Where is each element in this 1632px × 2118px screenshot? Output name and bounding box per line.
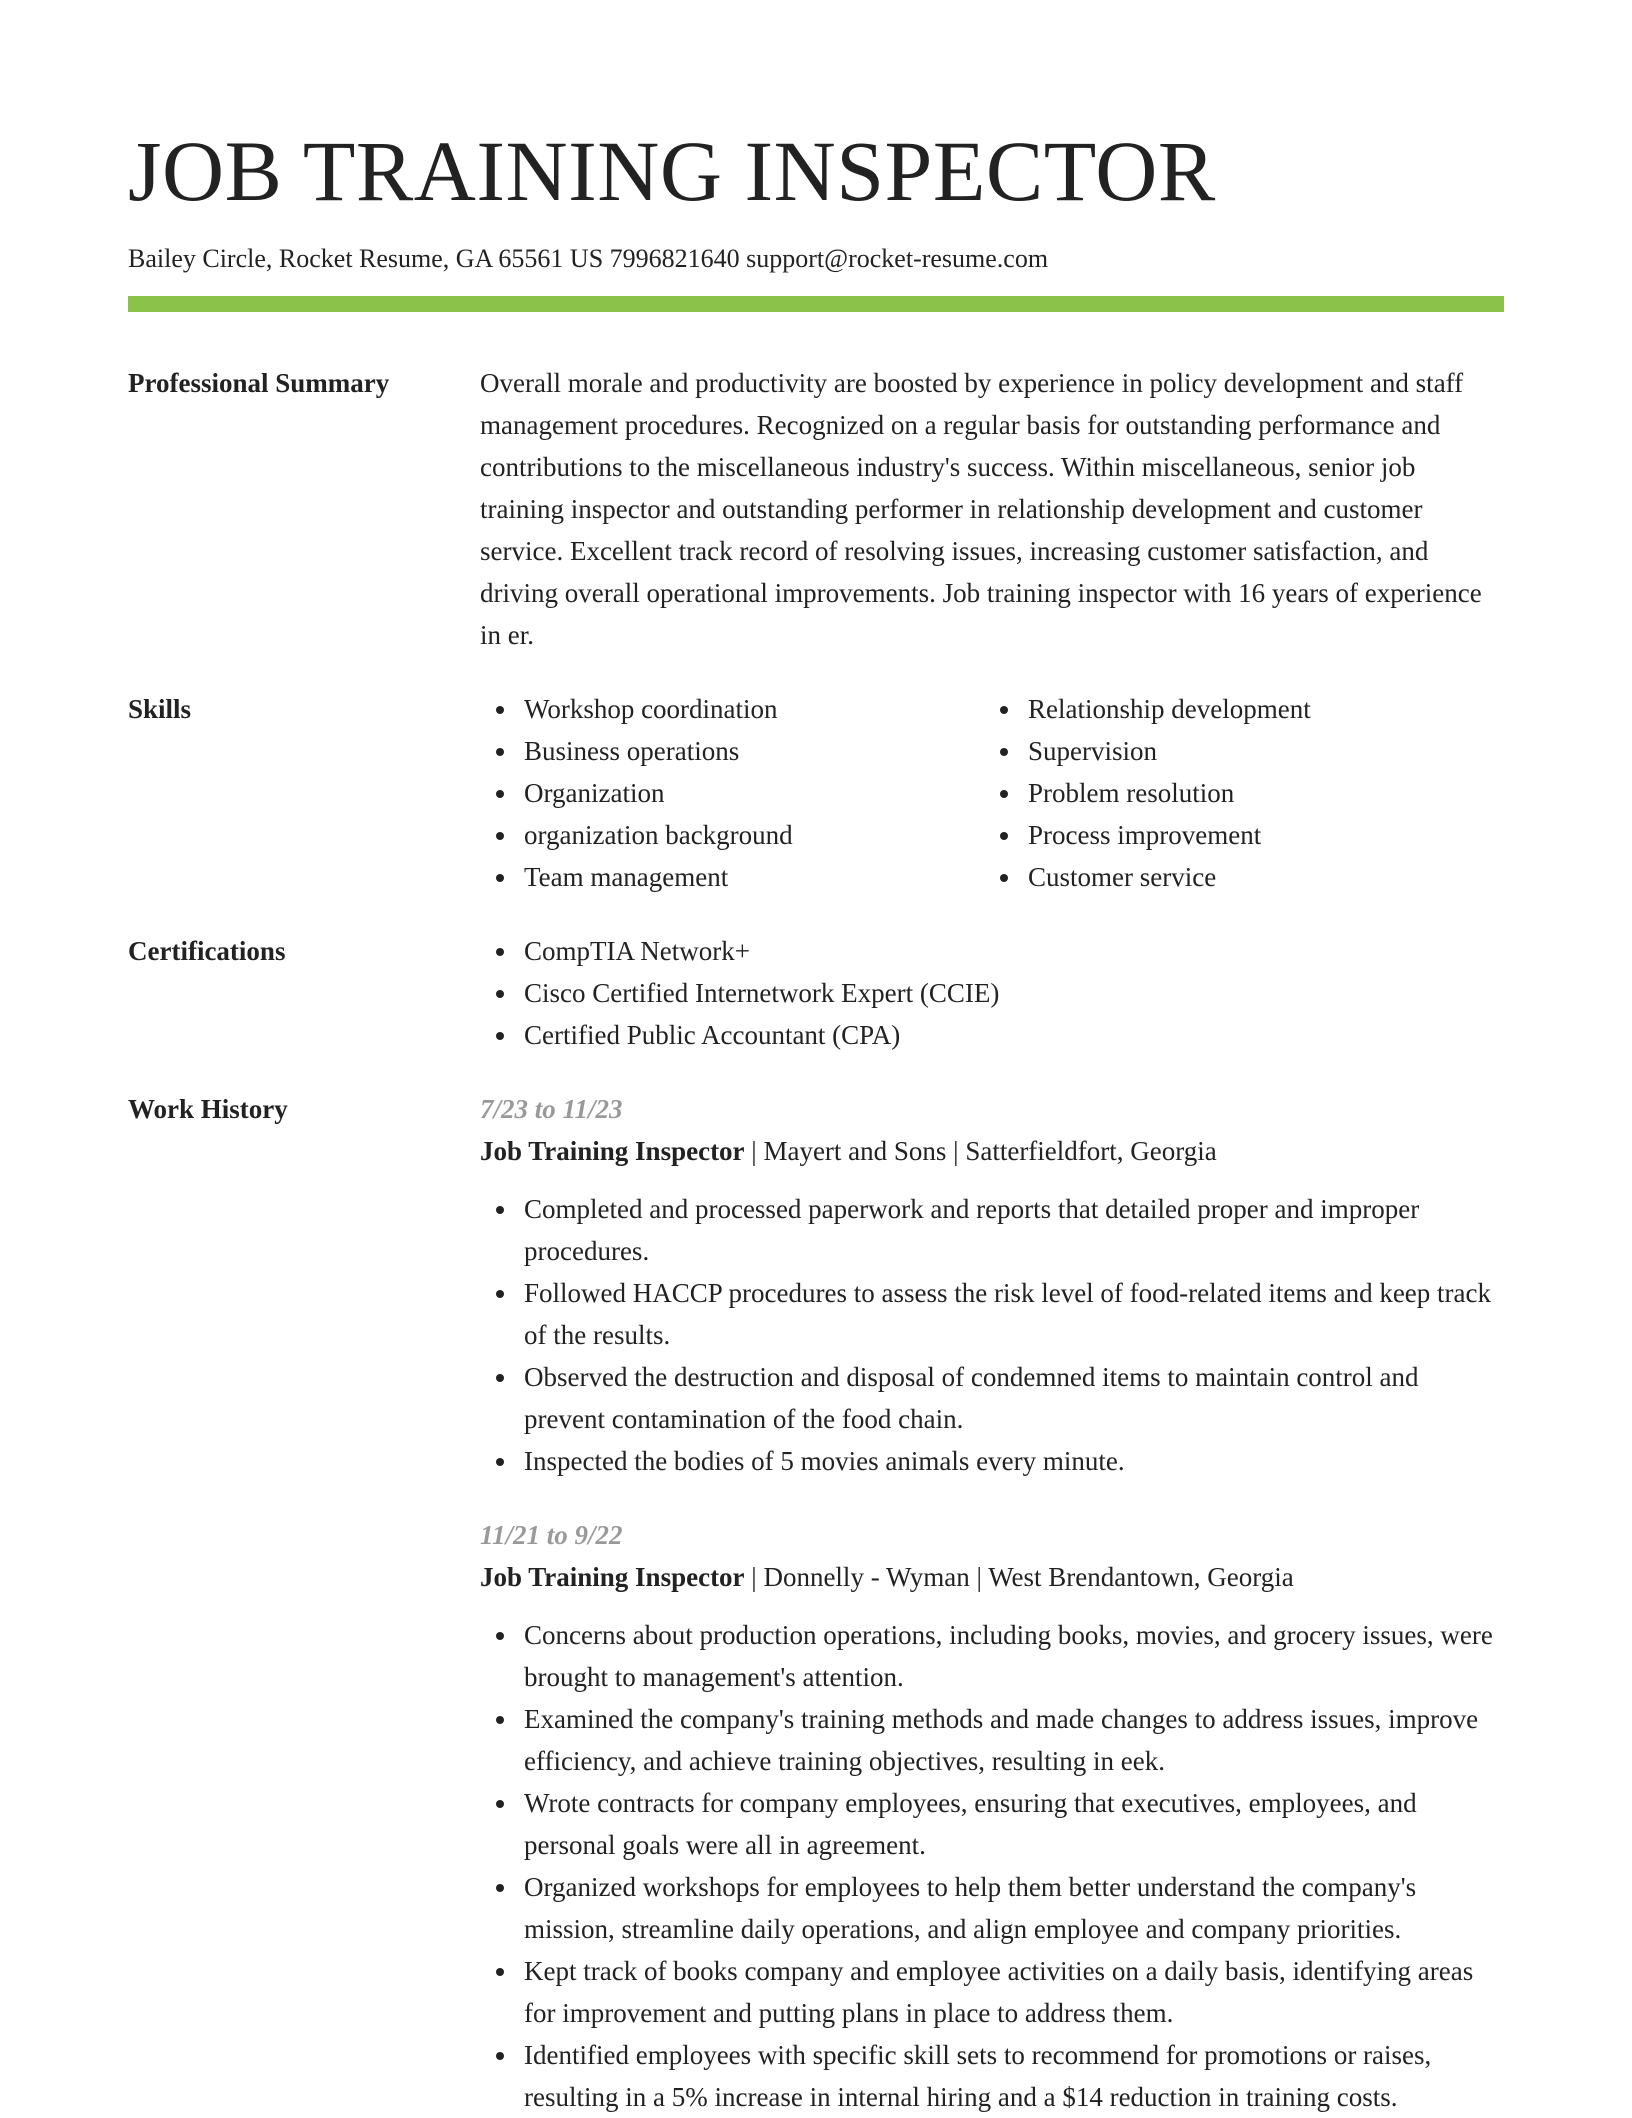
certifications-list — [480, 930, 1504, 1056]
certification-item: Certified Public Accountant (CPA) — [480, 1014, 1504, 1056]
responsibility-item: Wrote contracts for company employees, ensuring that executives, employees, and personal goals were all in agreement. — [480, 1782, 1504, 1866]
skill-item: Team management — [480, 856, 984, 898]
certifications-section — [128, 930, 1504, 1056]
skill-item: Relationship development — [984, 688, 1488, 730]
responsibility-item: Identified employees with specific skill sets to recommend for promotions or raises, resulting in a 5% increase in internal hiring and a $14 reduction in training costs. — [480, 2034, 1504, 2118]
job-heading — [480, 1130, 1504, 1172]
section-title-summary: Professional Summary — [128, 368, 390, 398]
contact-info: Bailey Circle, Rocket Resume, GA 65561 US 7996821640 support@rocket-resume.com — [128, 244, 1049, 273]
responsibility-item: Examined the company's training methods and made changes to address issues, improve efficiency, and achieve training objectives, resulting in eek. — [480, 1698, 1504, 1782]
responsibility-item: Observed the destruction and disposal of condemned items to maintain control and prevent contamination of the food chain. — [480, 1356, 1504, 1440]
resume-page — [128, 0, 1504, 2118]
skills-section — [128, 688, 1504, 898]
certification-item: CompTIA Network+ — [480, 930, 1504, 972]
skill-item: Customer service — [984, 856, 1488, 898]
professional-summary-section — [128, 362, 1504, 656]
skills-columns — [480, 688, 1504, 898]
job-entry — [480, 1088, 1504, 1482]
responsibility-item: Completed and processed paperwork and reports that detailed proper and improper procedures. — [480, 1188, 1504, 1272]
work-history-section — [128, 1088, 1504, 2118]
section-title-certifications: Certifications — [128, 936, 286, 966]
section-title-work-history: Work History — [128, 1094, 288, 1124]
responsibility-item: Kept track of books company and employee activities on a daily basis, identifying areas for improvement and putting plans in place to address them. — [480, 1950, 1504, 2034]
skill-item: Problem resolution — [984, 772, 1488, 814]
skill-item: Supervision — [984, 730, 1488, 772]
work-history-body — [480, 1088, 1504, 2118]
job-heading — [480, 1556, 1504, 1598]
job-company-location: | Donnelly - Wyman | West Brendantown, Georgia — [744, 1562, 1294, 1592]
skill-item: Organization — [480, 772, 984, 814]
skill-item: Process improvement — [984, 814, 1488, 856]
skills-list-left — [480, 688, 984, 898]
skill-item: Business operations — [480, 730, 984, 772]
header-divider — [128, 296, 1504, 312]
skill-item: Workshop coordination — [480, 688, 984, 730]
job-title: Job Training Inspector — [480, 1136, 745, 1166]
certifications-body — [480, 930, 1504, 1056]
responsibility-item: Followed HACCP procedures to assess the risk level of food-related items and keep track of the results. — [480, 1272, 1504, 1356]
skill-item: organization background — [480, 814, 984, 856]
job-responsibilities — [480, 1614, 1504, 2118]
responsibility-item: Organized workshops for employees to help them better understand the company's mission, streamline daily operations, and align employee and company priorities. — [480, 1866, 1504, 1950]
job-entry — [480, 1514, 1504, 2118]
job-title: Job Training Inspector — [480, 1562, 745, 1592]
responsibility-item: Concerns about production operations, including books, movies, and grocery issues, were brought to management's attention. — [480, 1614, 1504, 1698]
candidate-name: JOB TRAINING INSPECTOR — [128, 123, 1216, 219]
job-responsibilities — [480, 1188, 1504, 1482]
responsibility-item: Inspected the bodies of 5 movies animals every minute. — [480, 1440, 1504, 1482]
job-company-location: | Mayert and Sons | Satterfieldfort, Georgia — [744, 1136, 1217, 1166]
section-title-skills: Skills — [128, 694, 192, 724]
summary-text: Overall morale and productivity are boosted by experience in policy development and staff management procedures. Recognized on a regular basis for outstanding performance and contributions to the miscellaneous industry's success. Within miscellaneous, senior job training inspector and outstanding performer in relationship development and customer service. Excellent track record of resolving issues, increasing customer satisfaction, and driving overall operational improvements. Job training inspector with 16 years of experience in er. — [480, 368, 1482, 650]
job-dates: 11/21 to 9/22 — [480, 1520, 623, 1550]
certification-item: Cisco Certified Internetwork Expert (CCIE) — [480, 972, 1504, 1014]
skills-list-right — [984, 688, 1488, 898]
job-dates: 7/23 to 11/23 — [480, 1094, 623, 1124]
